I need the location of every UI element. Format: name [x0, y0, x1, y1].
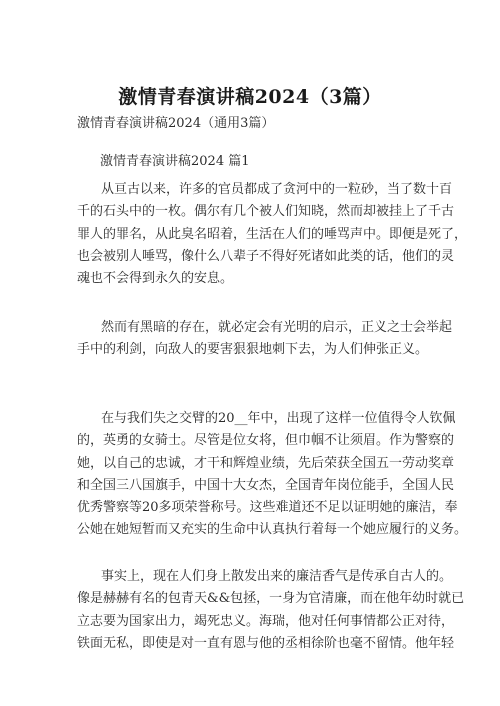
document-title: 激情青春演讲稿2024（3篇） [118, 86, 382, 108]
paragraph-line: 事实上，现在人们身上散发出来的廉洁香气是传承自古人的。 [101, 569, 453, 584]
paragraph-line: 千的石头中的一枚。偶尔有几个被人们知晓，然而却被挂上了千古 [77, 204, 455, 220]
paragraph-line: 的，英勇的女骑士。尽管是位女将，但巾帼不让须眉。作为警察的 [77, 433, 455, 449]
paragraph-line: 像是赫赫有名的包青天&&包拯，一身为官清廉，而在他年幼时就已 [77, 591, 465, 607]
document-subtitle: 激情青春演讲稿2024（通用3篇） [77, 116, 275, 131]
paragraph-line: 在与我们失之交臂的20__年中，出现了这样一位值得令人钦佩 [101, 411, 456, 426]
paragraph-4 [77, 566, 465, 655]
paragraph-line: 和全国三八国旗手，中国十大女杰，全国青年岗位能手，全国人民 [77, 477, 455, 493]
paragraph-line: 魂也不会得到永久的安息。 [77, 271, 234, 287]
paragraph-3 [77, 408, 468, 542]
paragraph-line: 铁面无私，即使是对一直有恩与他的丞相徐阶也毫不留情。他年轻 [77, 635, 455, 651]
paragraph-line: 优秀警察等20多项荣誉称号。这些难道还不足以证明她的廉洁，奉 [77, 500, 458, 516]
paragraph-line: 她，以自己的忠诚，才干和辉煌业绩，先后荣获全国五一劳动奖章 [77, 455, 455, 471]
paragraph-2 [77, 317, 453, 362]
paragraph-1 [77, 179, 468, 290]
paragraph-line: 立志要为国家出力，竭死忠义。海瑞，他对任何事情都公正对待， [77, 613, 455, 629]
paragraph-line: 也会被别人唾骂，像什么八辈子不得好死诸如此类的话，他们的灵 [77, 248, 455, 264]
paragraph-line: 手中的利剑，向敌人的要害狠狠地刺下去，为人们伸张正义。 [77, 342, 429, 358]
paragraph-line: 然而有黑暗的存在，就必定会有光明的启示，正义之士会举起 [101, 320, 453, 335]
section-heading: 激情青春演讲稿2024 篇1 [100, 154, 250, 169]
paragraph-line: 罪人的罪名，从此臭名昭着，生活在人们的唾骂声中。即便是死了， [77, 226, 468, 242]
paragraph-line: 公她在她短暂而又充实的生命中认真执行着每一个她应履行的义务。 [77, 522, 468, 538]
paragraph-line: 从亘古以来，许多的官员都成了贪河中的一粒砂，当了数十百 [101, 182, 453, 197]
